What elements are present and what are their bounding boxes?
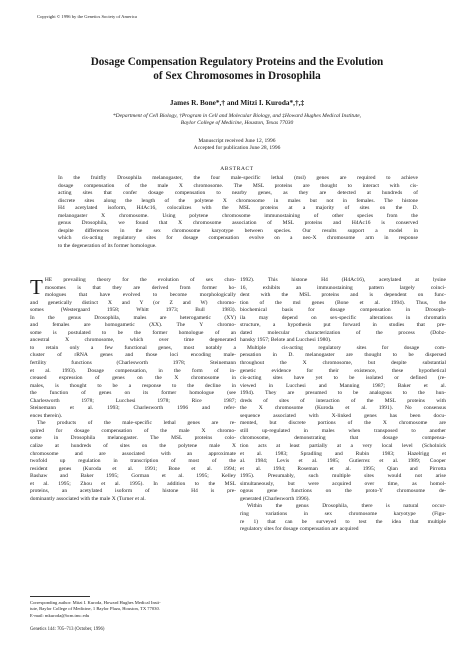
body-text-line: genetic evidence for their existence, these hypothetical xyxy=(240,367,446,374)
body-text-line: quired for dosage compensation of the male X chromo- xyxy=(30,427,236,434)
footnote-line: Corresponding author: Mitzi I. Kuroda, Howard Hughes Medical Insti- xyxy=(30,600,161,605)
body-text-line: et al. 1983; Spradling and Rubin 1983; Hazelrigg et xyxy=(240,450,446,457)
abstract-line: dosage compensation of the male X chromosome. The MSL proteins are thought to interact with cis- xyxy=(58,182,418,189)
corresponding-author-footnote xyxy=(30,600,236,619)
body-text-line: simultaneously, but were acquired over time, as homol- xyxy=(240,480,446,487)
affiliations xyxy=(30,113,444,127)
abstract-body xyxy=(58,175,418,250)
title-line: Dosage Compensation Regulatory Proteins and the Evolution xyxy=(90,56,384,68)
body-text-line: males, is thought to be a response to the decline in xyxy=(30,382,236,389)
abstract-line: which cis-acting regulatory sites for dosage compensation evolve on a neo-X chromosome arm in response xyxy=(58,235,418,242)
copyright-notice: Copyright © 1996 by the Genetics Society of America xyxy=(37,14,137,19)
body-text-line: fertility functions (Charlesworth 1978; Steinemann xyxy=(30,360,236,367)
body-text-line: creased expression of genes on the X chromosome in xyxy=(30,375,236,382)
body-text-line: hansky 1957; Belote and Lucchesi 1980). xyxy=(240,337,332,344)
body-text-line: Bashaw and Baker 1995; Gorman et al. 1995; Kelley xyxy=(30,473,236,480)
body-text-line: et al. 1993). Dosage compensation, in the form of in- xyxy=(30,367,236,374)
abstract-line: discrete sites along the length of the polytene X chromosome in males but not in females. The histone xyxy=(58,197,418,204)
body-text-line: Charlesworth 1978; Lucchesi 1978; Rice 1987; xyxy=(30,397,236,404)
body-text-line: The products of the male-specific lethal genes are re- xyxy=(37,420,236,427)
accepted-date: Accepted for publication June 28, 1996 xyxy=(193,145,281,151)
affiliation-line: Baylor College of Medicine, Houston, Texas 77030 xyxy=(180,120,294,126)
body-text-line: regulatory sites for dosage compensation are acquired xyxy=(240,526,359,533)
body-text-line: and genetically distinct X and Y (or Z and W) chromo- xyxy=(30,299,236,306)
body-text-line: cluster of rRNA genes and those loci encoding male- xyxy=(30,352,236,359)
body-text-line: 1995). Presumably, such multiple sites would not arise xyxy=(240,473,446,480)
body-text-line: mented, but discrete portions of the X chromosome are xyxy=(240,420,446,427)
body-text-line: mosomes is that they are derived from former ho- xyxy=(44,284,236,291)
body-text-line: HE prevailing theory for the evolution of sex chro- xyxy=(44,277,236,283)
body-text-line: calize at hundreds of sites on the polytene male X xyxy=(30,443,236,450)
body-text-line: biochemical basis for dosage compensation in Drosoph- xyxy=(240,307,446,314)
body-text-line: ogous gene functions on the proto-Y chromosome de- xyxy=(240,488,446,495)
body-text-line: 16, exhibits an immunostaining pattern largely coinci- xyxy=(240,284,446,291)
body-text-line: et al. 1994; Roseman et al. 1995; Qian and Pirrotta xyxy=(240,465,446,472)
body-text-line: Within the genus Drosophila, there is natural occur- xyxy=(247,503,446,510)
footnote-line: tute, Baylor College of Medicine, 1 Baylor Plaza, Houston, TX 77030. xyxy=(30,606,160,612)
body-text-line: ancestral X chromosome, which over time degenerated xyxy=(30,337,236,344)
body-column-left xyxy=(30,277,236,503)
abstract-line: melanogaster X chromosome. Using polytene chromosome immunostaining of other species from the xyxy=(58,212,418,219)
affiliation-line: *Department of Cell Biology, †Program in Cell and Molecular Biology, and ‡Howard Hughes Medical Institute, xyxy=(112,113,362,119)
body-text-line: tion acts at least partially at a very local level (Scholnick xyxy=(240,443,446,450)
body-text-line: 1994). They are presumed to be analogous to the hun- xyxy=(240,390,446,397)
body-text-line: some is postulated to be the former homologue of an xyxy=(30,329,236,336)
body-text-line: the function of genes on its former homologue (see xyxy=(30,390,236,397)
body-column-right xyxy=(240,277,446,534)
footnote-rule xyxy=(30,596,90,597)
body-text-line: proteins, an acetylated isoform of histone H4 is pre- xyxy=(30,488,236,495)
abstract-heading: ABSTRACT xyxy=(220,166,254,172)
abstract-line: In the fruitfly Drosophila melanogaster, the four male-specific lethal (msl) genes are required to achieve xyxy=(58,175,418,181)
drop-cap: T xyxy=(30,275,43,299)
abstract-line: to the degeneration of its former homologue. xyxy=(58,242,157,249)
body-text-line: re 1) that can be surveyed to test the idea that multiple xyxy=(240,518,446,525)
author-list: James R. Bone*,† and Mitzi I. Kuroda*,†,‡ xyxy=(169,98,305,107)
title-line: of Sex Chromosomes in Drosophila xyxy=(153,69,321,82)
body-text-line: In the genus Drosophila, males are heterogametic (XY) xyxy=(30,314,236,321)
body-text-line: dreds of sites of interaction of the MSL proteins with xyxy=(240,397,446,404)
body-text-line: resident genes (Kuroda et al. 1991; Bone et al. 1994; xyxy=(30,465,236,472)
footnote-line: E-mail: mkuroda@bcm.tmc.edu xyxy=(30,612,90,618)
manuscript-dates xyxy=(30,138,444,152)
body-text-line: et al. 1995; Zhou et al. 1995). In addition to the MSL xyxy=(30,480,236,487)
body-text-line: the X chromosome (Kuroda et al. 1991). No consensus xyxy=(240,405,446,412)
body-text-line: somes (Westergaard 1958; Whitt 1973; Bull 1983). xyxy=(30,307,236,314)
received-date: Manuscript received June 12, 1996 xyxy=(198,138,276,144)
body-text-line: ring variations in sex chromosome karyotype (Figu- xyxy=(240,510,446,517)
body-text-line: ila may depend on sex-specific alterations in chromatin xyxy=(240,314,446,321)
abstract-line: genus Drosophila, we found that X chromosome association of MSL proteins and H4Ac16 is conserved xyxy=(58,220,418,227)
body-text-line: generated (Charlesworth 1996). xyxy=(240,495,310,502)
body-text-line: chromosome, demonstrating that dosage compensa- xyxy=(240,435,446,442)
body-text-line: and females are homogametic (XX). The Y chromo- xyxy=(30,322,236,329)
body-text-line: 1992). This histone H4 (H4Ac16), acetylated at lysine xyxy=(240,277,446,283)
body-text-line: tion of the msl genes (Bone et al. 1994). Thus, the xyxy=(240,299,446,306)
body-text-line: structure, a hypothesis put forward in studies that pre- xyxy=(240,322,446,329)
body-text-line: sequence associated with X-linked genes has been docu- xyxy=(240,412,446,419)
body-text-line: Multiple cis-acting regulatory sites for dosage com- xyxy=(247,344,446,351)
body-text-line: mologues that have evolved to become morphologically xyxy=(44,292,236,299)
body-text-line: throughout the X chromosome, but despite substantial xyxy=(240,360,446,367)
body-text-line: pensation in D. melanogaster are thought to be dispersed xyxy=(240,352,446,359)
paper-title xyxy=(30,56,444,83)
body-text-line: dominantly associated with the male X (Turner et al. xyxy=(30,495,146,502)
body-text-line: to retain only a few functional genes, most notably a xyxy=(30,344,236,351)
body-text-line: chromosome and are associated with an approximate xyxy=(30,450,236,457)
abstract-line: despite differences in the sex chromosome karyotype between species. Our results support a model in xyxy=(58,227,418,234)
body-text-line: cis-acting sites have yet to be isolated or defined (re- xyxy=(240,375,446,382)
body-text-line: some in Drosophila melanogaster. The MSL proteins colo- xyxy=(30,435,236,442)
body-text-line: dated molecular characterization of the process (Dobz- xyxy=(240,329,446,336)
body-text-line: viewed in Lucchesi and Manning 1987; Baker et al. xyxy=(240,382,446,389)
body-text-line: still up-regulated in males when transposed to another xyxy=(240,427,446,434)
abstract-line: acting sites that confer dosage compensation to nearby genes, as they are detected at hundreds of xyxy=(58,190,418,197)
body-text-line: twofold up regulation in transcription of most of the xyxy=(30,458,236,465)
abstract-line: H4 acetylated isoform, H4Ac16, colocalizes with the MSL proteins at a majority of sites on the D. xyxy=(58,205,418,212)
journal-citation: Genetics 144: 705–713 (October, 1996) xyxy=(30,627,105,632)
body-text-line: ences therein). xyxy=(30,412,63,419)
body-text-line: dent with the MSL proteins and is dependent on func- xyxy=(240,292,446,299)
body-text-line: al. 1984; Levis et al. 1985; Gutierrez et al. 1989; Cooper xyxy=(240,458,446,465)
body-text-line: Steinemann et al. 1993; Charlesworth 1996 and refer- xyxy=(30,405,236,412)
